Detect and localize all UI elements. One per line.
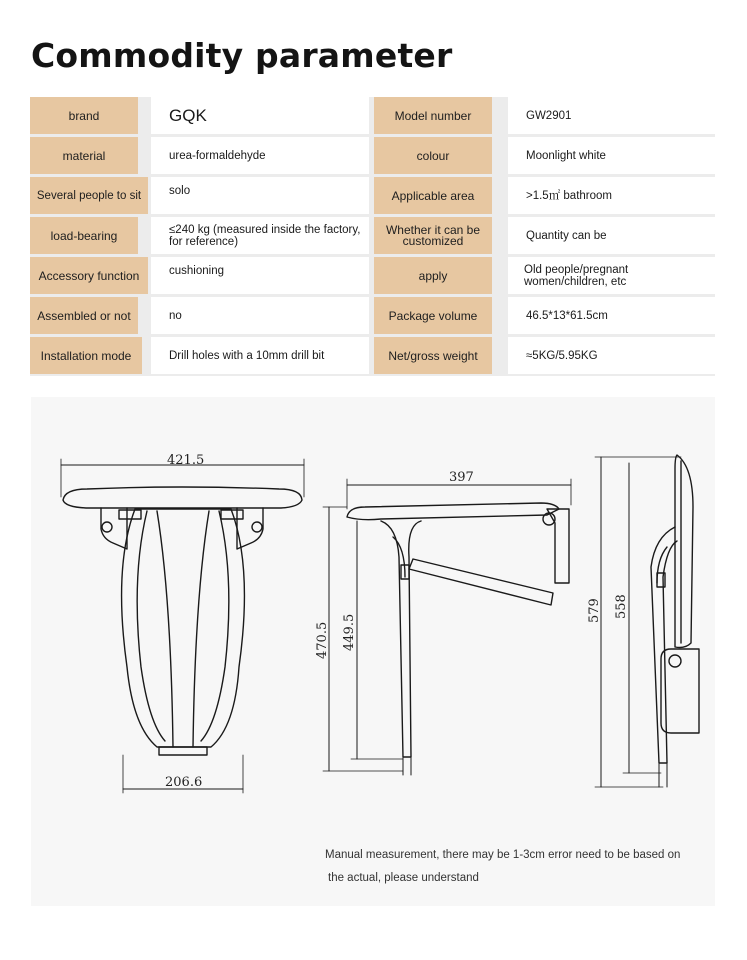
param-label-customized: Whether it can be customized — [374, 217, 492, 254]
param-value-model-number: GW2901 — [508, 97, 715, 134]
param-value-package-volume: 46.5*13*61.5cm — [508, 297, 715, 334]
measurement-note-line2: the actual, please understand — [328, 872, 479, 884]
param-value-material: urea-formaldehyde — [151, 137, 369, 174]
param-label-weight: Net/gross weight — [374, 337, 492, 374]
param-value-accessory: cushioning — [151, 257, 369, 294]
param-label-load-bearing: load-bearing — [30, 217, 138, 254]
front-width-label: 421.5 — [167, 453, 205, 468]
wall-plate — [547, 509, 569, 583]
param-label-people: Several people to sit — [30, 177, 148, 214]
param-value-weight: ≈5KG/5.95KG — [508, 337, 715, 374]
dimension-drawing — [31, 397, 715, 906]
page-title: Commodity parameter — [31, 36, 453, 75]
param-value-colour: Moonlight white — [508, 137, 715, 174]
front-bottom-label: 206.6 — [165, 775, 203, 790]
support-arm — [409, 559, 553, 605]
right-bracket — [237, 508, 263, 549]
param-value-load-bearing: ≤240 kg (measured inside the factory, for reference) — [151, 217, 369, 254]
dimension-diagram — [31, 397, 715, 906]
backrest-outer — [122, 509, 245, 747]
param-label-assembled: Assembled or not — [30, 297, 138, 334]
parameter-table — [30, 97, 715, 376]
param-value-installation: Drill holes with a 10mm drill bit — [151, 337, 369, 374]
side-leg — [381, 521, 421, 757]
param-label-brand: brand — [30, 97, 138, 134]
side-height-inner-label: 449.5 — [342, 613, 357, 651]
param-label-colour: colour — [374, 137, 492, 174]
seat-top — [63, 487, 302, 508]
param-label-model-number: Model number — [374, 97, 492, 134]
folded-seat — [675, 455, 693, 648]
param-label-apply: apply — [374, 257, 492, 294]
folded-view — [587, 455, 699, 787]
side-depth-label: 397 — [449, 470, 474, 485]
param-label-accessory: Accessory function — [30, 257, 148, 294]
side-seat — [347, 503, 559, 520]
folded-leg — [651, 527, 677, 763]
front-view — [61, 453, 304, 793]
folded-height-inner-label: 558 — [614, 594, 629, 619]
param-value-people: solo — [151, 177, 369, 214]
side-view — [315, 470, 571, 775]
param-value-assembled: no — [151, 297, 369, 334]
measurement-note-line1: Manual measurement, there may be 1-3cm error need to be based on — [325, 849, 681, 861]
param-value-brand: GQK — [151, 97, 369, 134]
param-value-applicable-area: >1.5㎡ bathroom — [508, 177, 715, 214]
param-value-apply: Old people/pregnant women/children, etc — [508, 257, 715, 294]
side-height-total-label: 470.5 — [315, 621, 330, 659]
param-value-customized: Quantity can be — [508, 217, 715, 254]
left-bracket — [101, 508, 127, 549]
param-label-material: material — [30, 137, 138, 174]
param-label-installation: Installation mode — [30, 337, 142, 374]
folded-height-total-label: 579 — [587, 598, 602, 623]
param-label-package-volume: Package volume — [374, 297, 492, 334]
param-label-applicable-area: Applicable area — [374, 177, 492, 214]
